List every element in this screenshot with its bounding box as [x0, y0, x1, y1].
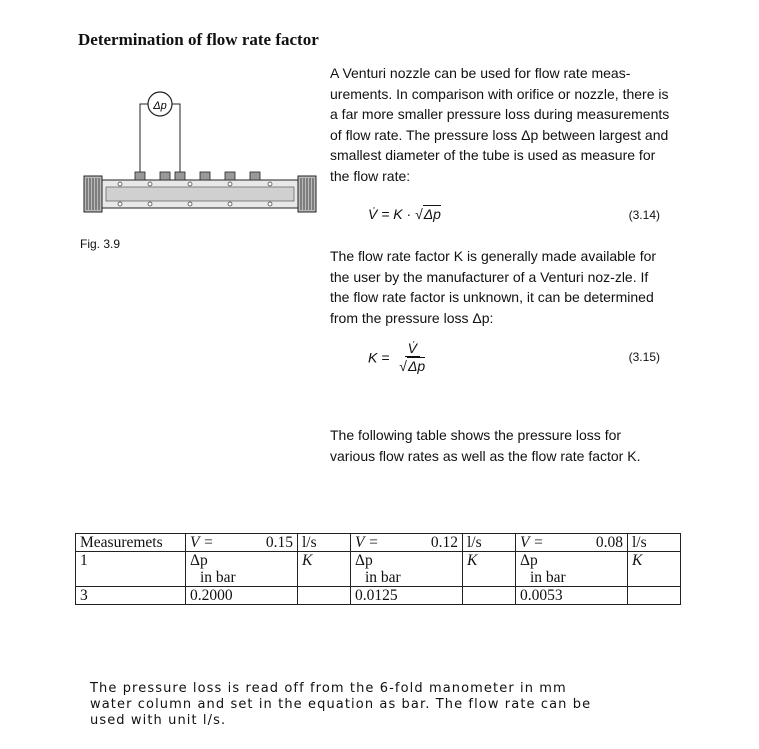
header-label: Measuremets: [76, 534, 186, 552]
figure-caption: Fig. 3.9: [80, 237, 121, 251]
row-label: 3: [76, 587, 186, 605]
header-unit-2: l/s: [463, 534, 516, 552]
dp-cell: Δp in bar: [186, 552, 298, 587]
pressure-taps: [135, 172, 260, 180]
gauge-label: Δp: [153, 100, 167, 112]
eq2-lhs: K =: [368, 349, 390, 366]
dp-cell: Δp in bar: [516, 552, 628, 587]
equation-3-14-formula: [368, 206, 441, 222]
header-flow-2: V = 0.12: [351, 534, 463, 552]
venturi-diagram: [80, 88, 320, 223]
measurement-table: [75, 533, 681, 605]
tube-inner: [106, 187, 294, 201]
gauge-line-left: [140, 104, 148, 176]
dp-value-cell: 0.0125: [351, 587, 463, 605]
gauge-line-right: [172, 104, 180, 176]
table-intro-paragraph: The following table shows the pressure loss for various flow rates as well as the flow rate factor K.: [330, 427, 641, 464]
k-cell: K: [463, 552, 516, 587]
table-row: [76, 552, 681, 587]
k-value-cell: [298, 587, 351, 605]
dp-cell: Δp in bar: [351, 552, 463, 587]
note-paragraph: The pressure loss is read off from the 6-fold manometer in mm water column and set in the equation as bar. The flow rate can be used with unit l/s.: [90, 681, 592, 728]
k-cell: K: [628, 552, 681, 587]
header-flow-3: V = 0.08: [516, 534, 628, 552]
k-value-cell: [628, 587, 681, 605]
dp-value-cell: 0.0053: [516, 587, 628, 605]
header-unit-1: l/s: [298, 534, 351, 552]
row-label: 1: [76, 552, 186, 587]
eq2-denominator: Δp: [407, 358, 426, 374]
eq2-fraction: [399, 340, 425, 375]
eq1-lhs: V̇: [368, 206, 378, 222]
header-unit-3: l/s: [628, 534, 681, 552]
page-heading: Determination of flow rate factor: [78, 30, 319, 49]
eq2-sqrt: √: [399, 358, 407, 374]
table-row: [76, 587, 681, 605]
equation-3-15-formula: [368, 340, 425, 375]
dp-value-cell: 0.2000: [186, 587, 298, 605]
equation-3-15-number: (3.15): [628, 350, 660, 364]
k-value-cell: [463, 587, 516, 605]
k-cell: K: [298, 552, 351, 587]
eq1-op: = K ·: [377, 206, 416, 222]
table-header-row: [76, 534, 681, 552]
eq1-sqrt: √: [415, 206, 423, 222]
venturi-figure: [80, 88, 320, 228]
eq2-numerator: V̇: [405, 340, 420, 357]
header-flow-1: V = 0.15: [186, 534, 298, 552]
eq1-radicand: Δp: [423, 206, 441, 222]
factor-paragraph: The flow rate factor K is generally made available for the user by the manufacturer of a Venturi noz-zle. If the flow rate factor is unknown, it can be determined from the pressure loss Δp:: [330, 248, 657, 326]
equation-3-14-number: (3.14): [628, 208, 660, 222]
intro-paragraph: A Venturi nozzle can be used for flow rate meas-urements. In comparison with orifice or nozzle, there is a far more smaller pressure loss during measurements of flow rate. The pressure loss Δp between largest and smallest diameter of the tube is used as measure for the flow rate:: [330, 65, 670, 184]
